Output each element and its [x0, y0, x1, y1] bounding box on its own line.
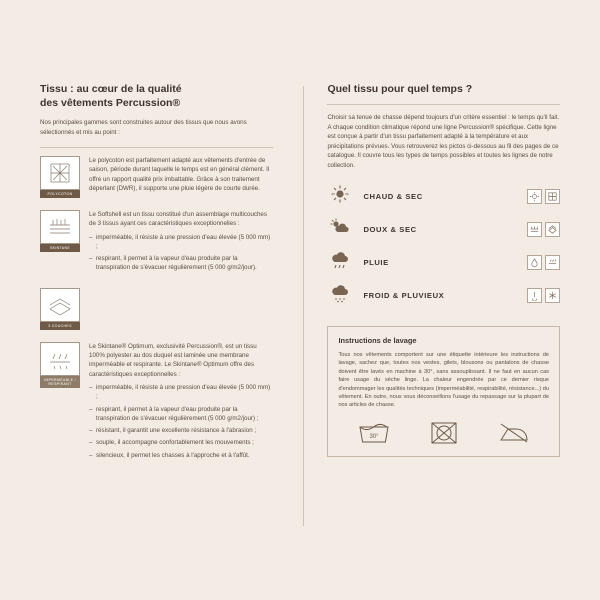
feature-text — [89, 210, 273, 276]
left-divider — [40, 147, 273, 148]
weather-pictos — [527, 255, 560, 270]
left-intro: Nos principales gammes sont construites autour des tissus que nous avons sélectionnés et mis au point : — [40, 119, 247, 136]
rain-cloud-icon — [327, 250, 353, 275]
badge-caption: SKINTANE — [40, 244, 80, 252]
list-item: – respirant, il permet à la vapeur d'eau produite par la transpiration de s'évacuer régulièrement (5 000 g/m2/jour). — [89, 254, 273, 273]
two-column-layout — [40, 82, 560, 530]
left-title-line2: des vêtements Percussion® — [40, 97, 181, 109]
no-tumble-dry-icon — [427, 420, 461, 446]
weather-label: DOUX & SEC — [363, 225, 417, 234]
picto-waterproof — [527, 255, 542, 270]
feature-paragraph: Le Skintane® Optimum, exclusivité Percussion®, est un tissu 100% polyester au dos duquel est laminée une membrane imperméable et respirante. Le Skintane® Optimum offre des caractéristiques exceptionnelles : — [89, 342, 257, 378]
washing-icons — [338, 420, 549, 446]
badge-3-couches — [40, 288, 80, 330]
list-item: – imperméable, il résiste à une pression d'eau élevée (5 000 mm) ; — [89, 383, 273, 402]
washing-text: Tous nos vêtements comportent sur une étiquette intérieure les instructions de lavage, sachez que, toutes nos vestes, gilets, blousons ou pantalons de chasse doivent être lavés en machine à 30°, sans assouplissant. Il ne faut en aucun cas faire usage du sèche linge. La chaleur engendrée par ce dernier risque d'endommager les qualités techniques (imperméabilité, respirabilité, résistance...) du vêtement. En outre, nous vous déconseillons l'usage du repassage sur la plupart de nos articles de chasse. — [338, 352, 549, 409]
membrane-icon — [40, 342, 80, 376]
picto-sun — [527, 189, 542, 204]
right-intro: Choisir sa tenue de chasse dépend toujours d'un critère essentiel : le temps qu'il fait. A chaque condition climatique répond une ligne Percussion® spécifique. Cette ligne est conçue à partir d'un tissu parfaitement adapté à la température et aux précipitations prévues. Vous retrouverez les pictos ci-dessous au fil des pages de ce catalogue. Il couvre tous les types de temps possibles et toutes les lignes de notre collection. — [327, 114, 560, 169]
list-item: – résistant, il garantit une excellente résistance à l'abrasion ; — [89, 426, 273, 435]
weather-pictos — [527, 222, 560, 237]
washing-title: Instructions de lavage — [338, 336, 417, 345]
wash-30-icon — [357, 420, 391, 446]
weather-row-froid-pluvieux — [327, 283, 560, 308]
weather-row-doux-sec — [327, 217, 560, 242]
feature-text — [89, 342, 273, 463]
weather-label: FROID & PLUVIEUX — [363, 291, 445, 300]
picto-fleece — [545, 222, 560, 237]
three-layers-icon — [40, 288, 80, 322]
badge-skintane — [40, 210, 80, 252]
list-item: – imperméable, il résiste à une pression d'eau élevée (5 000 mm) ; — [89, 233, 273, 252]
badge-caption: POLYCOTON — [40, 190, 80, 198]
weather-row-chaud-sec — [327, 184, 560, 209]
no-iron-icon — [497, 420, 531, 446]
feature-polycoton — [40, 156, 273, 198]
badge-caption: IMPERMÉABLE / RESPIRANT — [40, 376, 80, 388]
column-divider — [303, 86, 304, 526]
picto-fabric — [545, 189, 560, 204]
feature-three-layers — [40, 288, 273, 330]
left-title — [40, 82, 273, 110]
left-title-line1: Tissu : au cœur de la qualité — [40, 83, 182, 95]
weather-label: PLUIE — [363, 258, 389, 267]
badge-membrane — [40, 342, 80, 388]
weather-row-pluie — [327, 250, 560, 275]
feature-text: Le polycoton est parfaitement adapté aux vêtements d'entrée de saison, période durant laquelle le temps est en général clément. Il offre un rapport qualité prix imbattable. Grâce à son traitement déperlant (DWR), il supporte une pluie légère de courte durée. — [89, 157, 270, 192]
snow-cloud-icon — [327, 283, 353, 308]
sun-icon — [327, 184, 353, 209]
feature-bullets — [89, 383, 273, 460]
feature-softshell — [40, 210, 273, 276]
left-column — [40, 82, 279, 530]
feature-skintane-optimum — [40, 342, 273, 463]
badge-polycoton — [40, 156, 80, 198]
feature-paragraph: Le Softshell est un tissu constitué d'un assemblage multicouches de 3 tissus ayant ces caractéristiques exceptionnelles : — [89, 211, 267, 228]
weather-pictos — [527, 189, 560, 204]
picto-softshell — [527, 222, 542, 237]
fabric-weave-icon — [40, 156, 80, 190]
weather-label: CHAUD & SEC — [363, 192, 423, 201]
right-divider — [327, 104, 560, 105]
right-column — [327, 82, 560, 530]
list-item: – respirant, il permet à la vapeur d'eau produite par la transpiration de s'évacuer régulièrement (5 000 g/m2/jour) ; — [89, 405, 273, 424]
softshell-layers-icon — [40, 210, 80, 244]
picto-membrane — [545, 255, 560, 270]
weather-list — [327, 184, 560, 308]
list-item: – souple, il accompagne confortablement les mouvements ; — [89, 438, 273, 447]
weather-pictos — [527, 288, 560, 303]
picto-winter — [545, 288, 560, 303]
sun-cloud-icon — [327, 217, 353, 242]
svg-text:30°: 30° — [368, 433, 379, 440]
washing-instructions-box — [327, 326, 560, 457]
list-item: – silencieux, il permet les chasses à l'approche et à l'affût. — [89, 451, 273, 460]
feature-bullets — [89, 233, 273, 273]
right-title: Quel tissu pour quel temps ? — [327, 83, 473, 95]
badge-caption: 3 COUCHES — [40, 322, 80, 330]
picto-thermal — [527, 288, 542, 303]
